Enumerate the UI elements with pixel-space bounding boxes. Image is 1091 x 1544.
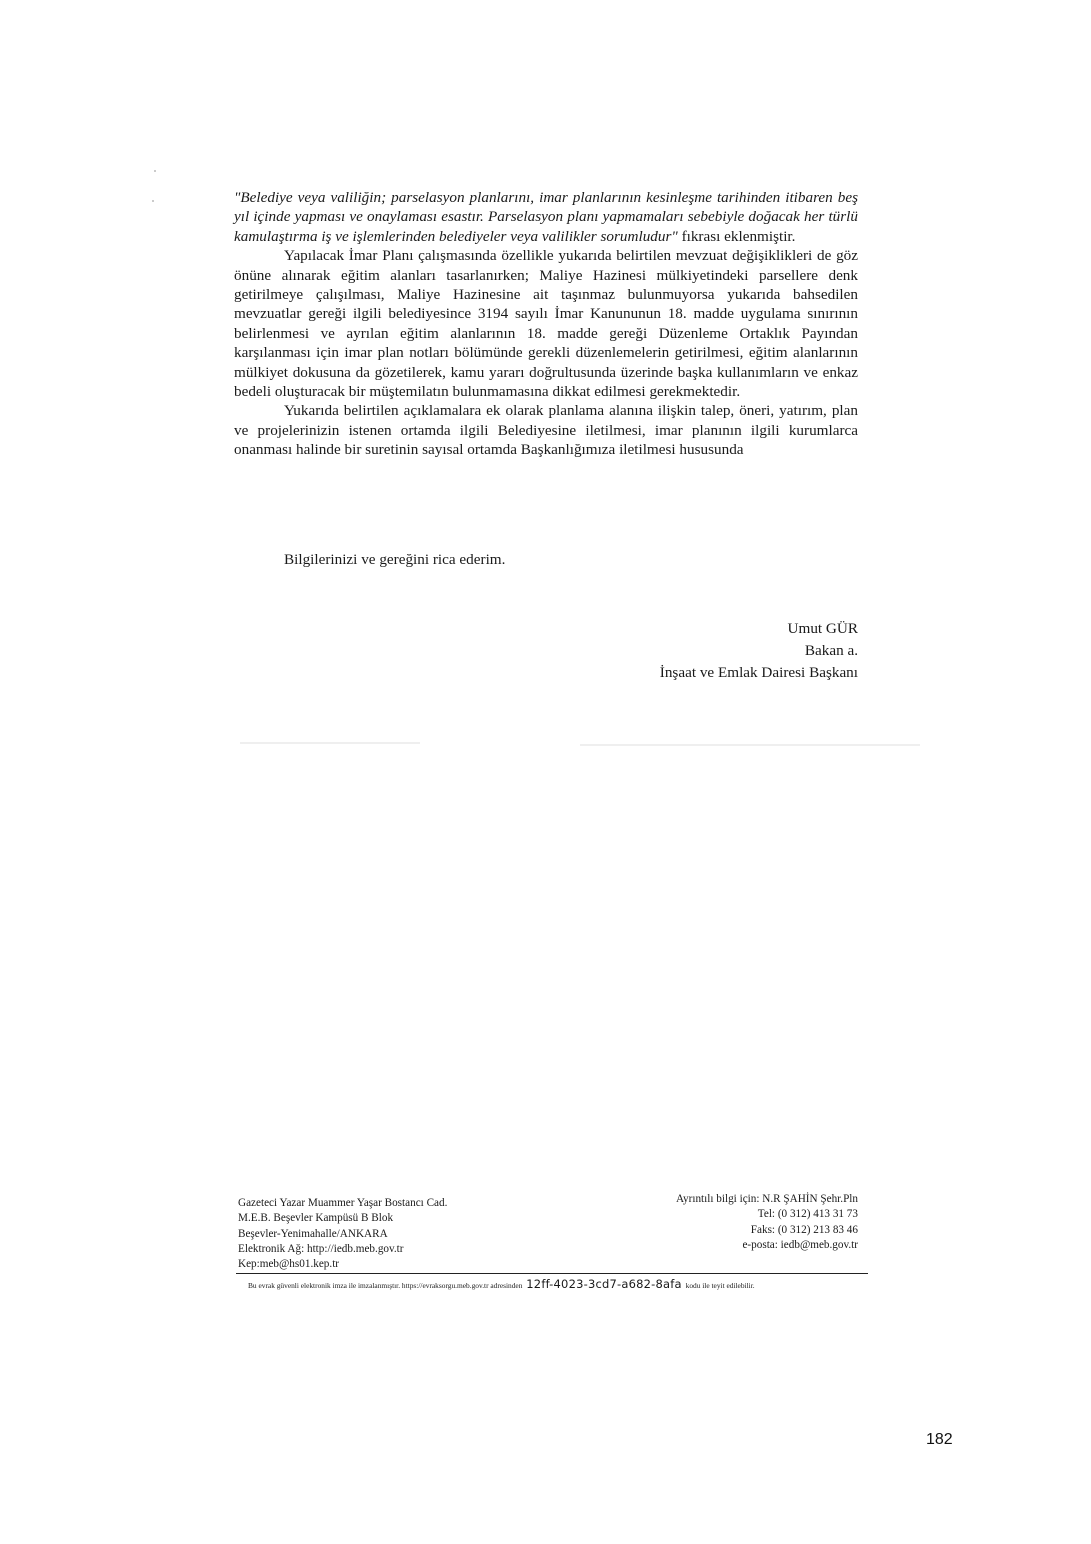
verify-code: 12ff-4023-3cd7-a682-8afa bbox=[526, 1277, 682, 1291]
scan-smudge bbox=[580, 744, 920, 746]
letter-body bbox=[234, 188, 858, 460]
signatory-on-behalf: Bakan a. bbox=[804, 642, 858, 659]
e-signature-verification bbox=[248, 1278, 868, 1292]
quote-tail: fıkrası eklenmiştir. bbox=[677, 227, 796, 245]
closing-line: Bilgilerinizi ve gereğini rica ederim. bbox=[284, 551, 506, 568]
footer-contact bbox=[590, 1192, 858, 1253]
scan-speck bbox=[154, 170, 156, 172]
contact-person: Ayrıntılı bilgi için: N.R ŞAHİN Şehr.Pln bbox=[675, 1193, 858, 1205]
scan-smudge bbox=[240, 742, 420, 744]
contact-email: e-posta: iedb@meb.gov.tr bbox=[742, 1238, 858, 1251]
address-line: Beşevler-Yenimahalle/ANKARA bbox=[238, 1227, 388, 1240]
scan-speck bbox=[152, 200, 154, 202]
quoted-regulation: "Belediye veya valiliğin; parselasyon planlarını, imar planlarının kesinleşme tarihinden itibaren beş yıl içinde yapması ve onaylaması esastır. Parselasyon planı yapmamaları sebebiyle doğacak her türlü kamulaştırma iş ve işlemlerinden belediyeler veya valilikler sorumludur" bbox=[234, 189, 858, 245]
verify-suffix: kodu ile teyit edilebilir. bbox=[685, 1281, 755, 1290]
footer-address bbox=[238, 1196, 538, 1272]
address-web: Elektronik Ağ: http://iedb.meb.gov.tr bbox=[238, 1242, 404, 1255]
contact-phone: Tel: (0 312) 413 31 73 bbox=[757, 1208, 858, 1221]
signatory-title: İnşaat ve Emlak Dairesi Başkanı bbox=[659, 664, 858, 681]
address-line: M.E.B. Beşevler Kampüsü B Blok bbox=[238, 1212, 394, 1225]
paragraph-planning: Yapılacak İmar Planı çalışmasında özellikle yukarıda belirtilen mevzuat değişiklikleri de göz önüne alınarak eğitim alanları tasarlanırken; Maliye Hazinesi mülkiyetindeki parsellere denk getirilmeye çalışılması, Maliye Hazinesine ait taşınmaz bulunmuyorsa yukarıda bahsedilen mevzuatlar gereği ilgili belediyesince 3194 sayılı İmar Kanununun 18. madde uygulama sınırının belirlenmesi ve ayrılan eğitim alanlarının 18. madde gereği Düzenleme Ortaklık Payından karşılanması için imar plan notları bölümünde gerekli düzenlemelerin getirilmesi, eğitim alanlarının mülkiyet dokusuna da gözetilerek, kamu yararı doğrultusunda üzerinde başka kullanımların ve enkaz bedeli oluşturacak bir müştemilatın bulunmamasına dikkat edilmesi gerekmektedir. bbox=[234, 247, 858, 401]
signature-block bbox=[600, 618, 858, 684]
paragraph-request: Yukarıda belirtilen açıklamalara ek olarak planlama alanına ilişkin talep, öneri, yatırım, plan ve projelerinizin istenen ortamda ilgili Belediyesine iletilmesi, imar planının ilgili kurumlarca onanması halinde bir suretinin sayısal ortamda Başkanlığımıza iletilmesi hususunda bbox=[234, 402, 858, 459]
footer-divider bbox=[236, 1273, 868, 1274]
verify-prefix: Bu evrak güvenli elektronik imza ile imzalanmıştır. https://evraksorgu.meb.gov.tr adresinden bbox=[248, 1281, 523, 1290]
signatory-name: Umut GÜR bbox=[787, 620, 858, 637]
contact-fax: Faks: (0 312) 213 83 46 bbox=[750, 1223, 858, 1236]
quote-paragraph bbox=[234, 188, 858, 246]
page-number: 182 bbox=[926, 1431, 953, 1448]
address-kep: Kep:meb@hs01.kep.tr bbox=[238, 1258, 340, 1271]
address-line: Gazeteci Yazar Muammer Yaşar Bostancı Cad. bbox=[238, 1197, 448, 1209]
